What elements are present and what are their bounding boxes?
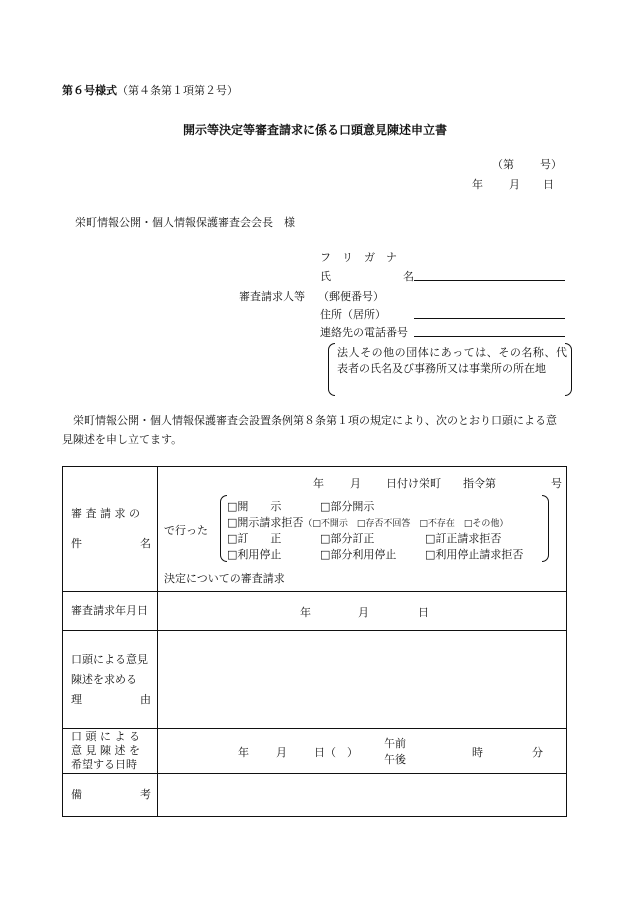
decision-month: 月 [350,477,361,490]
option-disclose[interactable]: □開 示 [227,500,282,513]
reason-label-char2: 由 [140,692,151,706]
case-name-label-char1: 件 [71,537,82,550]
address-label: 住所（居所） [320,308,386,321]
date-day: 日 [543,178,554,191]
option-partial-stop[interactable]: □部分利用停止 [320,548,397,561]
remarks-content-cell[interactable] [158,774,567,817]
hearing-year: 年 [238,746,249,759]
done-text: で行った [164,524,208,537]
hearing-pm[interactable]: 午後 [384,753,406,766]
furigana-label: フ リ ガ ナ [320,251,397,264]
hearing-minute: 分 [532,746,543,759]
request-date-year: 年 [300,606,311,619]
date-month: 月 [509,178,520,191]
addressee: 栄町情報公開・個人情報保護審査会会長 様 [75,216,295,229]
reason-label-char1: 理 [71,692,82,706]
option-correct[interactable]: □訂 正 [227,532,282,545]
name-label-1: 氏 [320,270,331,283]
hearing-datetime-label-cell [63,729,158,774]
remarks-label-char1: 備 [71,788,82,801]
applicant-note: 法人その他の団体にあっては、その名称、代表者の氏名及び事務所又は事業所の所在地 [337,346,567,375]
name-label-2: 名 [403,270,414,283]
option-stop[interactable]: □利用停止 [227,548,282,561]
reason-label-line3 [71,690,151,710]
hearing-am[interactable]: 午前 [384,737,406,750]
hearing-datetime-content-cell[interactable] [158,729,567,774]
hearing-datetime-label [63,730,157,772]
form-reference: （第４条第１項第２号） [117,84,238,97]
document-title: 開示等決定等審査請求に係る口頭意見陳述申立書 [182,123,447,137]
date-year: 年 [472,178,483,191]
name-line[interactable] [414,280,565,281]
reason-label-cell [63,631,158,729]
decision-date-label: 日付け栄町 [386,477,441,490]
decision-number-label: 号 [551,477,562,490]
row-hearing-datetime [63,729,567,774]
hearing-day: 日（ ） [314,746,358,759]
reason-label [63,650,157,710]
request-date-day: 日 [418,606,429,619]
decision-footer-text: 決定についての審査請求 [164,572,285,585]
address-line[interactable] [414,318,565,319]
hearing-label-line3: 希望する日時 [71,758,137,771]
request-date-month: 月 [358,606,369,619]
intro-text: 栄町情報公開・個人情報保護審査会設置条例第８条第１項の規定により、次のとおり口頭による意見陳述を申し立てます。 [62,414,557,446]
remarks-label [63,785,157,805]
option-refuse-stop[interactable]: □利用停止請求拒否 [425,548,524,561]
reason-label-line1: 口頭による意見 [71,652,148,666]
row-request-date [63,592,567,631]
option-refuse-correct[interactable]: □訂正請求拒否 [425,532,502,545]
option-refuse-detail[interactable]: （□不開示 □存否不回答 □不存在 □その他） [303,519,509,529]
request-date-label: 審査請求年月日 [71,604,148,617]
case-name-label-line1: 審 査 請 求 の [71,507,140,520]
hearing-hour: 時 [472,746,483,759]
reason-content-cell[interactable] [158,631,567,729]
option-partial-disclose[interactable]: □部分開示 [320,500,375,513]
options-bracket-left [220,495,227,562]
row-case-name [63,467,567,592]
request-table [62,466,567,817]
reason-label-line2: 陳述を求める [71,672,137,686]
option-refuse[interactable] [227,514,508,530]
case-name-label [63,504,157,554]
hearing-month: 月 [276,746,287,759]
doc-number-open: （第 [492,158,514,171]
case-name-label-line2 [71,534,151,554]
request-date-content-cell[interactable] [158,592,567,631]
request-date-label-cell [63,592,158,631]
applicant-group-label: 審査請求人等 [239,290,305,303]
case-name-label-char2: 名 [140,537,151,550]
remarks-label-char2: 考 [140,788,151,801]
row-remarks [63,774,567,817]
note-bracket-left [328,343,335,396]
case-name-label-cell [63,467,158,592]
option-refuse-label: □開示請求拒否 [227,516,304,529]
row-reason [63,631,567,729]
hearing-label-line1: 口 頭 に よ る [71,730,140,743]
options-bracket-right [542,495,549,562]
hearing-label-line2: 意 見 陳 述 を [71,744,140,757]
phone-label: 連絡先の電話番号 [320,326,408,339]
decision-order-label: 指令第 [463,477,496,490]
option-partial-correct[interactable]: □部分訂正 [320,532,375,545]
form-number: 第６号様式 [62,84,117,97]
phone-line[interactable] [414,336,565,337]
postal-label: （郵便番号） [318,290,384,303]
doc-number-close: 号） [540,158,562,171]
case-name-content-cell[interactable] [158,467,567,592]
decision-year: 年 [313,477,324,490]
remarks-label-cell [63,774,158,817]
form-number-line [62,82,238,98]
